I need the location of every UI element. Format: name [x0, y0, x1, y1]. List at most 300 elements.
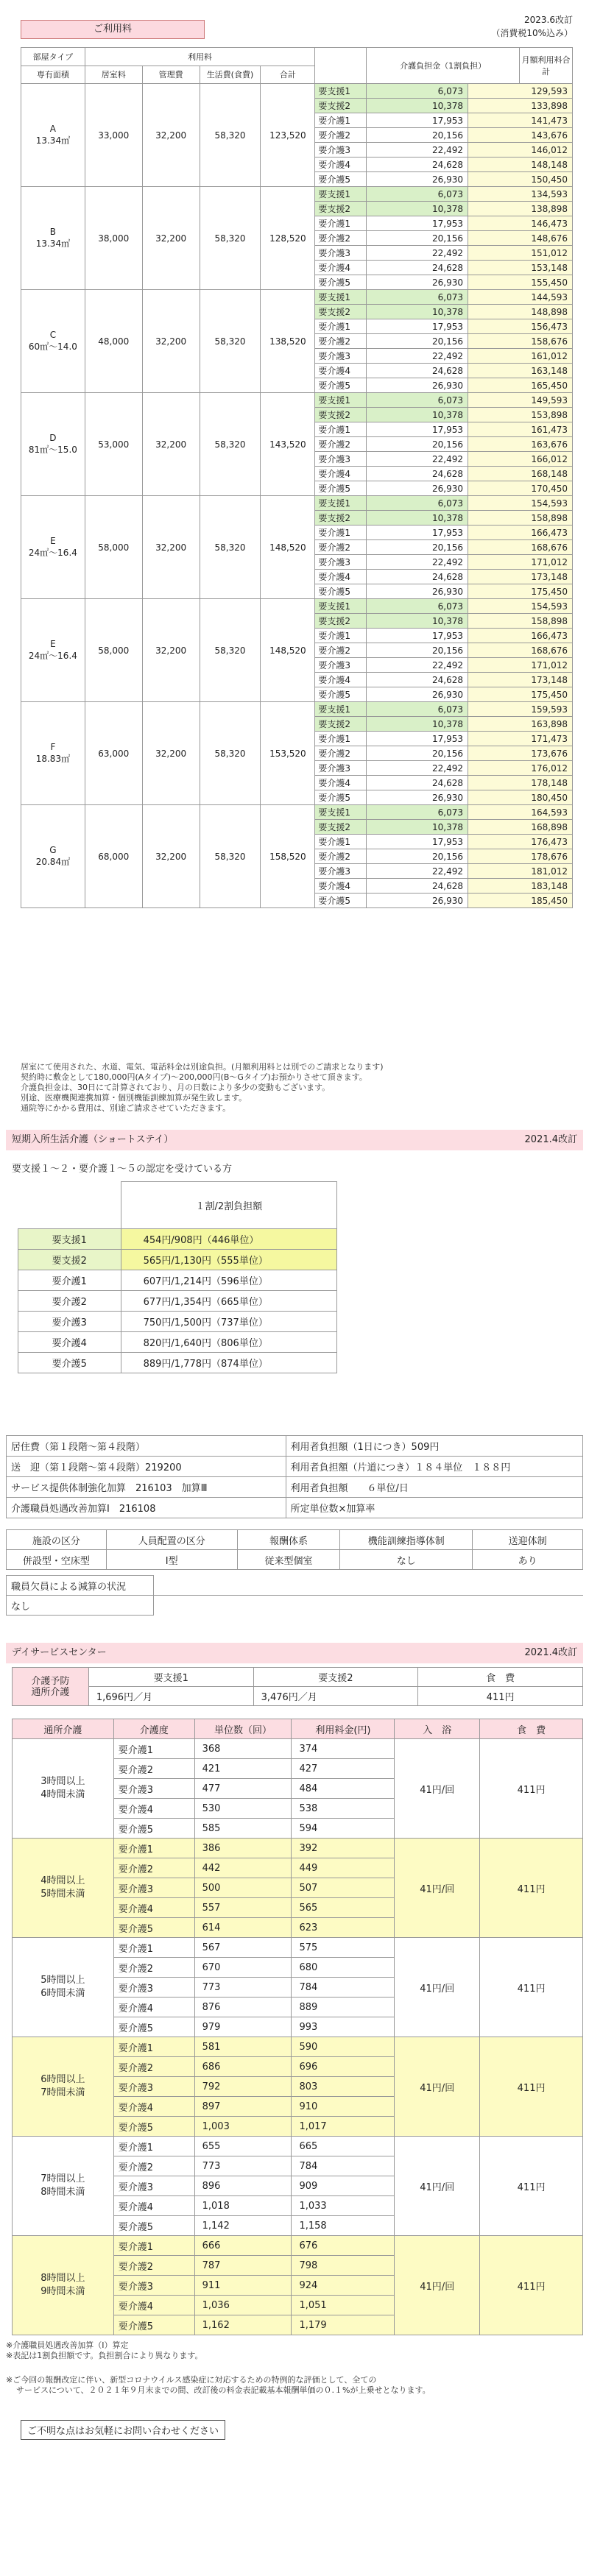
room-mgmt: 32,200 [142, 290, 200, 393]
ds-units: 368 [194, 1739, 292, 1759]
monthly-total: 163,898 [468, 717, 573, 732]
short-stay-row [18, 1229, 337, 1250]
ds-fee: 909 [292, 2176, 395, 2196]
room-total: 123,520 [261, 84, 315, 187]
ds-fee: 538 [292, 1799, 395, 1819]
burden-value: 6,073 [367, 290, 468, 305]
burden-value: 17,953 [367, 526, 468, 540]
ds-units: 567 [194, 1938, 292, 1958]
care-level: 要支援2 [315, 99, 367, 113]
ds-duration [13, 1739, 114, 1839]
ds-row [13, 2137, 583, 2156]
info-left: 送 迎（第１段階〜第４段階）219200 [7, 1457, 286, 1477]
care-level: 要支援1 [315, 84, 367, 99]
burden-value: 22,492 [367, 761, 468, 776]
care-level: 要介護1 [315, 319, 367, 334]
room-type-cell [21, 805, 85, 908]
care-level: 要支援1 [315, 393, 367, 408]
burden-value: 10,378 [367, 717, 468, 732]
burden-value: 22,492 [367, 143, 468, 158]
ds-units: 1,018 [194, 2196, 292, 2216]
facility-header: 報酬体系 [237, 1530, 340, 1550]
ds-units: 477 [194, 1779, 292, 1799]
care-level: 要介護4 [315, 570, 367, 584]
info-left: 介護職員処遇改善加算Ⅰ 216108 [7, 1498, 286, 1518]
care-level: 要介護3 [315, 864, 367, 879]
room-total: 153,520 [261, 702, 315, 805]
care-level: 要支援2 [315, 305, 367, 319]
day-service-header [6, 1643, 583, 1663]
room-type: D [49, 433, 57, 443]
monthly-total: 158,898 [468, 614, 573, 629]
monthly-total: 150,450 [468, 172, 573, 187]
care-level: 要介護4 [315, 776, 367, 790]
fee-row [21, 187, 573, 202]
care-level: 要介護1 [315, 113, 367, 128]
monthly-total: 171,473 [468, 732, 573, 746]
ds-units: 1,036 [194, 2296, 292, 2315]
fee-note: 契約時に敷金として180,000円(Aタイプ)〜200,000円(B〜Gタイプ)お預かりさせて頂きます。 [21, 1072, 367, 1082]
care-level: 要支援1 [315, 290, 367, 305]
ds-duration-from: 4時間以上 [40, 1875, 85, 1886]
room-living: 58,320 [200, 393, 261, 496]
burden-value: 24,628 [367, 879, 468, 894]
ds-units: 614 [194, 1918, 292, 1938]
ds-row [13, 1839, 583, 1858]
ds-level: 要介護4 [113, 1998, 194, 2017]
ds-units: 876 [194, 1998, 292, 2017]
burden-value: 6,073 [367, 187, 468, 202]
monthly-total: 146,473 [468, 216, 573, 231]
burden-value: 17,953 [367, 422, 468, 437]
care-level: 要介護3 [315, 761, 367, 776]
fee-section-label: ご利用料 [21, 20, 205, 39]
care-level: 要介護4 [315, 158, 367, 172]
ds-duration [13, 2236, 114, 2335]
day-service-notes [6, 2340, 202, 2361]
facility-header: 人員配置の区分 [106, 1530, 237, 1550]
care-level: 要介護3 [315, 246, 367, 261]
monthly-total: 161,012 [468, 349, 573, 364]
ds-level: 要介護5 [113, 1918, 194, 1938]
room-area: 20.84㎡ [35, 857, 71, 867]
room-total: 148,520 [261, 599, 315, 702]
room-type-cell [21, 290, 85, 393]
ds-units: 557 [194, 1898, 292, 1918]
ds-fee: 803 [292, 2077, 395, 2097]
room-total: 138,520 [261, 290, 315, 393]
ds-bath: 41円/回 [395, 1739, 480, 1839]
care-level: 要介護2 [315, 849, 367, 864]
info-right: 利用者負担額（片道につき）１８４単位 １８８円 [286, 1457, 582, 1477]
ds-level: 要介護3 [113, 1978, 194, 1998]
prevention-label: 通所介護 [31, 1686, 70, 1698]
monthly-total: 171,012 [468, 658, 573, 673]
fee-table [21, 47, 573, 908]
room-type-cell [21, 702, 85, 805]
burden-value: 24,628 [367, 673, 468, 687]
ds-units: 530 [194, 1799, 292, 1819]
facility-value: Ⅰ型 [106, 1550, 237, 1570]
ds-fee: 1,179 [292, 2315, 395, 2335]
ds-level: 要介護3 [113, 2176, 194, 2196]
room-total: 158,520 [261, 805, 315, 908]
ds-bath: 41円/回 [395, 1938, 480, 2037]
ds-level: 要介護1 [113, 1739, 194, 1759]
ds-meal: 411円 [480, 2037, 583, 2137]
ds-fee: 594 [292, 1819, 395, 1839]
reduction-label: 職員欠員による減算の状況 [7, 1576, 154, 1596]
burden-value: 22,492 [367, 555, 468, 570]
monthly-total: 149,593 [468, 393, 573, 408]
facility-header: 施設の区分 [7, 1530, 107, 1550]
room-area: 18.83㎡ [35, 754, 71, 764]
ds-units: 386 [194, 1839, 292, 1858]
short-stay-title: 短期入所生活介護（ショートステイ） [12, 1134, 174, 1145]
ds-duration-from: 5時間以上 [40, 1975, 85, 1986]
prevention-col: 食 費 [418, 1668, 583, 1687]
monthly-total: 146,012 [468, 143, 573, 158]
room-living: 58,320 [200, 187, 261, 290]
monthly-total: 185,450 [468, 894, 573, 908]
monthly-total: 175,450 [468, 584, 573, 599]
care-level: 要介護4 [315, 364, 367, 378]
care-level: 要介護5 [315, 687, 367, 702]
ds-fee: 993 [292, 2017, 395, 2037]
burden-value: 24,628 [367, 467, 468, 481]
ds-level: 要介護2 [113, 1759, 194, 1779]
room-type-cell [21, 187, 85, 290]
room-type: E [50, 536, 56, 546]
burden-value: 10,378 [367, 99, 468, 113]
care-level: 要介護5 [315, 894, 367, 908]
burden-value: 20,156 [367, 849, 468, 864]
ds-fee: 565 [292, 1898, 395, 1918]
fee-note: 通院等にかかる費用は、別途ご請求させていただきます。 [21, 1103, 231, 1113]
facility-header: 機能訓練指導体制 [340, 1530, 473, 1550]
burden-value: 26,930 [367, 894, 468, 908]
fee-row [21, 702, 573, 717]
room-living: 58,320 [200, 805, 261, 908]
short-stay-level: 要介護2 [18, 1291, 121, 1312]
ds-fee: 575 [292, 1938, 395, 1958]
monthly-total: 154,593 [468, 599, 573, 614]
prevention-table [12, 1667, 583, 1706]
care-level: 要支援1 [315, 702, 367, 717]
burden-value: 26,930 [367, 584, 468, 599]
ds-units: 773 [194, 2156, 292, 2176]
ds-duration [13, 1938, 114, 2037]
ds-units: 787 [194, 2256, 292, 2276]
burden-value: 17,953 [367, 216, 468, 231]
care-level: 要介護4 [315, 467, 367, 481]
monthly-total: 148,148 [468, 158, 573, 172]
care-level: 要支援1 [315, 496, 367, 511]
info-row [7, 1457, 583, 1477]
room-total: 128,520 [261, 187, 315, 290]
care-level: 要介護5 [315, 481, 367, 496]
ds-units: 585 [194, 1819, 292, 1839]
burden-value: 17,953 [367, 629, 468, 643]
ds-fee: 590 [292, 2037, 395, 2057]
room-area: 24㎡〜16.4 [28, 548, 77, 558]
ds-units: 979 [194, 2017, 292, 2037]
care-level: 要介護4 [315, 879, 367, 894]
room-type: C [49, 330, 57, 340]
covid-note [6, 2375, 431, 2396]
ds-units: 1,003 [194, 2117, 292, 2137]
monthly-total: 173,676 [468, 746, 573, 761]
room-type: F [50, 742, 56, 752]
ds-duration [13, 2037, 114, 2137]
info-row [7, 1436, 583, 1457]
short-stay-row [18, 1250, 337, 1270]
ds-meal: 411円 [480, 2236, 583, 2335]
burden-value: 10,378 [367, 305, 468, 319]
burden-value: 20,156 [367, 540, 468, 555]
room-mgmt: 32,200 [142, 187, 200, 290]
room-type: A [49, 124, 57, 134]
room-mgmt: 32,200 [142, 702, 200, 805]
short-stay-level: 要介護1 [18, 1270, 121, 1291]
room-type-cell [21, 496, 85, 599]
care-level: 要介護3 [315, 349, 367, 364]
burden-value: 24,628 [367, 570, 468, 584]
ds-level: 要介護1 [113, 1938, 194, 1958]
ds-header: 利用料金(円) [292, 1719, 395, 1739]
ds-fee: 484 [292, 1779, 395, 1799]
day-service-title: デイサービスセンター [12, 1647, 107, 1658]
burden-value: 10,378 [367, 614, 468, 629]
monthly-header: 月額利用料合計 [521, 55, 571, 77]
ds-level: 要介護2 [113, 2156, 194, 2176]
covid-note-line: ※ご今回の報酬改定に伴い、新型コロナウイルス感染症に対応するための特例的な評価として、全ての [6, 2375, 377, 2385]
care-level: 要支援1 [315, 599, 367, 614]
short-stay-level: 要介護4 [18, 1332, 121, 1353]
burden-value: 26,930 [367, 275, 468, 290]
ds-level: 要介護2 [113, 1858, 194, 1878]
care-level: 要支援2 [315, 820, 367, 835]
info-right: 利用者負担額（1日につき）509円 [286, 1436, 582, 1457]
ds-fee: 507 [292, 1878, 395, 1898]
monthly-total: 176,473 [468, 835, 573, 849]
room-area: 13.34㎡ [35, 238, 71, 249]
monthly-total: 168,676 [468, 643, 573, 658]
room-mgmt: 32,200 [142, 496, 200, 599]
burden-value: 26,930 [367, 790, 468, 805]
fee-row [21, 496, 573, 511]
care-level: 要介護2 [315, 746, 367, 761]
care-level: 要介護2 [315, 540, 367, 555]
monthly-total: 156,473 [468, 319, 573, 334]
facility-value: 従来型個室 [237, 1550, 340, 1570]
care-level: 要介護1 [315, 422, 367, 437]
care-level: 要介護2 [315, 128, 367, 143]
ds-level: 要介護4 [113, 1799, 194, 1819]
fee-row [21, 290, 573, 305]
monthly-total: 141,473 [468, 113, 573, 128]
burden-value: 24,628 [367, 158, 468, 172]
ds-bath: 41円/回 [395, 1839, 480, 1938]
short-stay-value: 889円/1,778円（874単位） [121, 1353, 336, 1373]
prevention-col: 要支援2 [253, 1668, 418, 1687]
ds-duration-to: 8時間未満 [40, 2187, 85, 2198]
short-stay-value: 454円/908円（446単位） [121, 1229, 336, 1250]
ds-level: 要介護5 [113, 2117, 194, 2137]
care-level: 要介護4 [315, 673, 367, 687]
burden-value: 20,156 [367, 643, 468, 658]
care-level: 要支援1 [315, 187, 367, 202]
burden-value: 26,930 [367, 378, 468, 393]
room-mgmt: 32,200 [142, 393, 200, 496]
care-level: 要支援2 [315, 511, 367, 526]
ds-duration-from: 3時間以上 [40, 1776, 85, 1787]
burden-value: 24,628 [367, 776, 468, 790]
care-level: 要支援2 [315, 717, 367, 732]
room-rent: 33,000 [85, 84, 142, 187]
burden-value: 10,378 [367, 202, 468, 216]
room-type-header: 部屋タイプ [21, 48, 85, 66]
short-stay-value: 565円/1,130円（555単位） [121, 1250, 336, 1270]
room-mgmt: 32,200 [142, 599, 200, 702]
room-area: 60㎡〜14.0 [28, 342, 77, 352]
ds-fee: 784 [292, 2156, 395, 2176]
short-stay-header [6, 1130, 583, 1150]
care-level: 要介護3 [315, 452, 367, 467]
care-level: 要支援1 [315, 805, 367, 820]
info-row [7, 1477, 583, 1498]
ds-duration-to: 7時間未満 [40, 2087, 85, 2098]
ds-units: 666 [194, 2236, 292, 2256]
fee-row [21, 805, 573, 820]
reduction-table [6, 1575, 583, 1616]
burden-value: 22,492 [367, 864, 468, 879]
care-level: 要介護5 [315, 275, 367, 290]
room-mgmt: 32,200 [142, 805, 200, 908]
room-area: 81㎡〜15.0 [28, 445, 77, 455]
facility-header: 送迎体制 [473, 1530, 583, 1550]
room-total: 148,520 [261, 496, 315, 599]
mgmt-header: 管理費 [142, 66, 200, 84]
monthly-total: 161,473 [468, 422, 573, 437]
ds-note: ※表記は1割負担額です。負担割合により異なります。 [6, 2351, 203, 2360]
ds-level: 要介護2 [113, 2057, 194, 2077]
ds-meal: 411円 [480, 2137, 583, 2236]
burden-value: 10,378 [367, 408, 468, 422]
care-level: 要介護1 [315, 835, 367, 849]
burden-value: 17,953 [367, 319, 468, 334]
ds-level: 要介護1 [113, 2137, 194, 2156]
ds-units: 500 [194, 1878, 292, 1898]
fee-note: 居室にて使用された、水道、電気、電話料金は別途負担。(月額利用料とは別でのご請求となります) [21, 1062, 384, 1072]
monthly-total: 178,676 [468, 849, 573, 864]
burden-value: 26,930 [367, 172, 468, 187]
monthly-total: 154,593 [468, 496, 573, 511]
ds-fee: 889 [292, 1998, 395, 2017]
room-type: E [50, 639, 56, 649]
prevention-label: 介護予防 [31, 1675, 70, 1687]
room-living: 58,320 [200, 496, 261, 599]
care-level: 要支援2 [315, 202, 367, 216]
room-type: B [49, 227, 57, 237]
ds-level: 要介護4 [113, 1898, 194, 1918]
room-rent: 58,000 [85, 599, 142, 702]
ds-units: 1,162 [194, 2315, 292, 2335]
short-stay-level: 要支援2 [18, 1250, 121, 1270]
day-service-table [12, 1719, 583, 2335]
short-stay-revision: 2021.4改訂 [524, 1134, 577, 1145]
ds-units: 421 [194, 1759, 292, 1779]
burden-value: 17,953 [367, 835, 468, 849]
ds-row [13, 1739, 583, 1759]
monthly-total: 180,450 [468, 790, 573, 805]
ds-bath: 41円/回 [395, 2236, 480, 2335]
usage-fee-header: 利用料 [85, 48, 315, 66]
short-stay-row [18, 1291, 337, 1312]
ds-meal: 411円 [480, 1938, 583, 2037]
room-rent: 38,000 [85, 187, 142, 290]
ds-header: 食 費 [480, 1719, 583, 1739]
ds-meal: 411円 [480, 1839, 583, 1938]
care-level: 要介護5 [315, 172, 367, 187]
monthly-total: 144,593 [468, 290, 573, 305]
ds-level: 要介護4 [113, 2296, 194, 2315]
short-stay-value: 607円/1,214円（596単位） [121, 1270, 336, 1291]
monthly-total: 173,148 [468, 570, 573, 584]
ds-duration-to: 5時間未満 [40, 1889, 85, 1900]
room-type-cell [21, 599, 85, 702]
monthly-total: 159,593 [468, 702, 573, 717]
ds-units: 911 [194, 2276, 292, 2296]
care-level: 要支援2 [315, 614, 367, 629]
care-level: 要介護3 [315, 658, 367, 673]
monthly-total: 183,148 [468, 879, 573, 894]
monthly-total: 148,898 [468, 305, 573, 319]
burden-value: 17,953 [367, 732, 468, 746]
monthly-total: 166,012 [468, 452, 573, 467]
ds-level: 要介護5 [113, 1819, 194, 1839]
short-stay-table [18, 1181, 337, 1373]
burden-value: 20,156 [367, 334, 468, 349]
info-left: 居住費（第１段階〜第４段階） [7, 1436, 286, 1457]
ds-row [13, 2236, 583, 2256]
total-header-label: 合計 [261, 66, 315, 84]
room-area-header: 専有面積 [21, 66, 85, 84]
short-stay-value: 750円/1,500円（737単位） [121, 1312, 336, 1332]
info-row [7, 1498, 583, 1518]
rent-header: 居室料 [85, 66, 142, 84]
short-stay-row [18, 1312, 337, 1332]
room-rent: 58,000 [85, 496, 142, 599]
burden-header: 介護負担金（1割負担） [367, 48, 520, 83]
burden-value: 26,930 [367, 687, 468, 702]
ds-level: 要介護2 [113, 2256, 194, 2276]
monthly-total: 134,593 [468, 187, 573, 202]
short-stay-row [18, 1270, 337, 1291]
monthly-total: 168,676 [468, 540, 573, 555]
ds-duration-from: 8時間以上 [40, 2273, 85, 2284]
burden-value: 6,073 [367, 393, 468, 408]
care-level: 要支援2 [315, 408, 367, 422]
burden-value: 6,073 [367, 599, 468, 614]
facility-value: 併設型・空床型 [7, 1550, 107, 1570]
ds-level: 要介護1 [113, 2037, 194, 2057]
monthly-total: 176,012 [468, 761, 573, 776]
monthly-total: 158,898 [468, 511, 573, 526]
care-level: 要介護4 [315, 261, 367, 275]
short-stay-info [6, 1435, 583, 1518]
monthly-total: 175,450 [468, 687, 573, 702]
